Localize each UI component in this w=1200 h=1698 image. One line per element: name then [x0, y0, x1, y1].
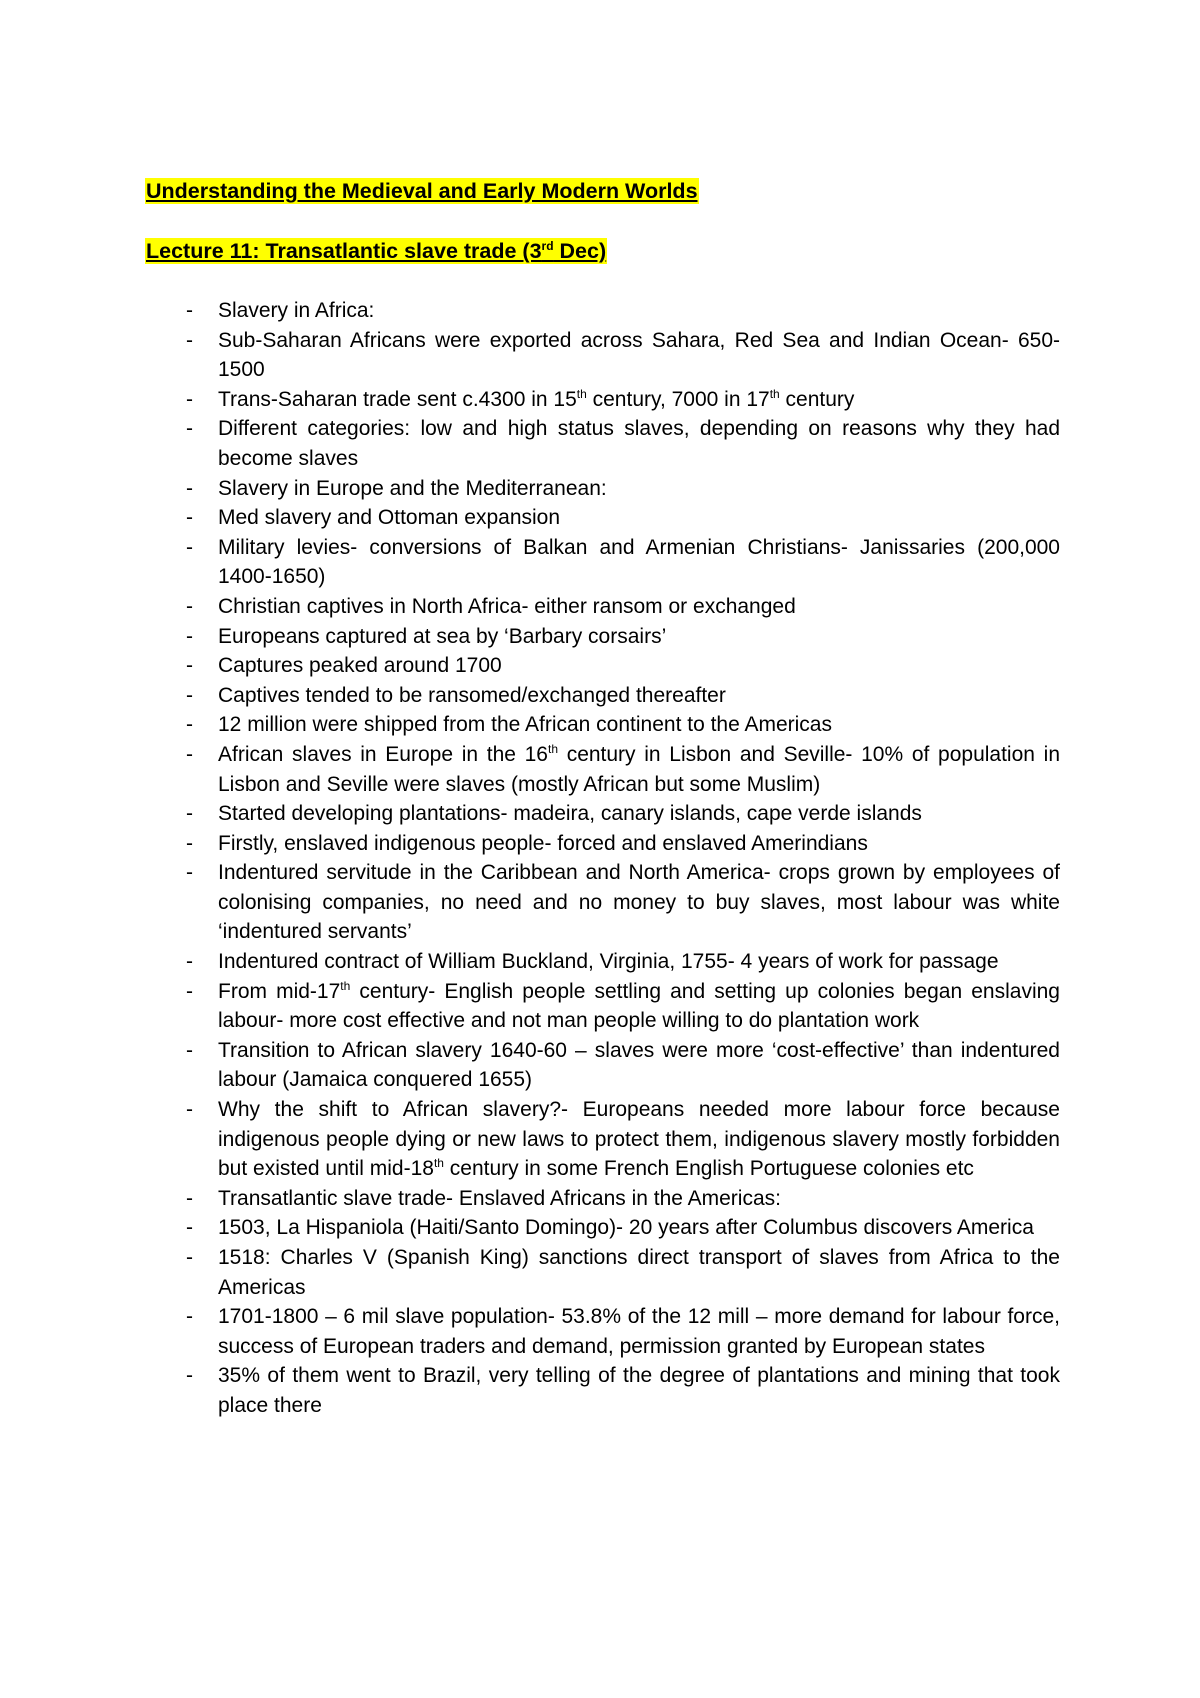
list-item — [145, 503, 1060, 533]
list-item-text: Military levies- conversions of Balkan and Armenian Christians- Janissaries (200,000 1400-1650) — [218, 535, 1060, 589]
list-item-text: Transatlantic slave trade- Enslaved Africans in the Americas: — [218, 1186, 781, 1210]
list-item — [145, 533, 1060, 592]
lecture-heading-text: Lecture 11: Transatlantic slave trade (3 — [146, 239, 542, 263]
bullet-dash: - — [186, 506, 193, 530]
list-item-text: Captives tended to be ransomed/exchanged thereafter — [218, 683, 726, 707]
list-item-text: Firstly, enslaved indigenous people- forced and enslaved Amerindians — [218, 831, 868, 855]
list-item-text: Transition to African slavery 1640-60 – slaves were more ‘cost-effective’ than indentured labour (Jamaica conquered 1655) — [218, 1038, 1060, 1092]
list-item-text: Slavery in Africa: — [218, 299, 375, 322]
list-item-text: Started developing plantations- madeira, canary islands, cape verde islands — [218, 802, 922, 826]
notes-list — [145, 296, 1060, 1421]
list-item-text: Different categories: low and high status slaves, depending on reasons why they had become slaves — [218, 417, 1060, 470]
bullet-dash: - — [186, 861, 193, 885]
bullet-dash: - — [186, 417, 193, 441]
list-item-text: 12 million were shipped from the African continent to the Americas — [218, 713, 832, 737]
bullet-dash: - — [186, 1246, 193, 1269]
list-item-text: century in Lisbon and Seville- 10% of population in Lisbon and Seville were slaves (mostly African but some Muslim) — [218, 742, 1060, 796]
list-item-text: century, 7000 in 17 — [586, 387, 770, 411]
list-item-text: 1503, La Hispaniola (Haiti/Santo Domingo)- 20 years after Columbus discovers America — [218, 1216, 1034, 1240]
list-item-text: From mid-17 — [218, 979, 341, 1003]
list-item-text: century in some French English Portuguese colonies etc — [443, 1157, 974, 1181]
bullet-dash: - — [186, 979, 193, 1003]
list-item — [145, 326, 1060, 385]
list-item — [145, 651, 1060, 681]
list-item — [145, 681, 1060, 711]
list-item — [145, 385, 1060, 415]
list-item — [145, 1095, 1060, 1184]
list-item — [145, 858, 1060, 947]
list-item — [145, 622, 1060, 652]
bullet-dash: - — [186, 1305, 193, 1329]
list-item-text: century- English people settling and setting up colonies began enslaving labour- more cost effective and not man people willing to do plantation work — [218, 979, 1060, 1033]
list-item — [145, 1302, 1060, 1361]
list-item-text: Indentured servitude in the Caribbean and North America- crops grown by employees of colonising companies, no need and no money to buy slaves, most labour was white ‘indentured servants’ — [218, 861, 1060, 944]
list-item-superscript: th — [547, 741, 558, 756]
bullet-dash: - — [186, 476, 193, 500]
bullet-dash: - — [186, 328, 193, 352]
list-item-superscript: th — [769, 386, 780, 401]
list-item-text: Sub-Saharan Africans were exported across Sahara, Red Sea and Indian Ocean- 650-1500 — [218, 328, 1060, 382]
list-item-superscript: th — [576, 386, 587, 401]
bullet-dash: - — [186, 1216, 193, 1240]
list-item-text: 35% of them went to Brazil, very telling of the degree of plantations and mining that took place there — [218, 1364, 1060, 1417]
bullet-dash: - — [186, 624, 193, 648]
bullet-dash: - — [186, 713, 193, 737]
list-item-text: African slaves in Europe in the 16 — [218, 742, 548, 766]
list-item-text: Europeans captured at sea by ‘Barbary corsairs’ — [218, 624, 667, 648]
list-item — [145, 829, 1060, 859]
list-item-text: Indentured contract of William Buckland, Virginia, 1755- 4 years of work for passage — [218, 950, 999, 974]
bullet-dash: - — [186, 1186, 193, 1210]
list-item-superscript: th — [340, 978, 351, 993]
document-title: Understanding the Medieval and Early Modern Worlds — [146, 179, 698, 203]
bullet-dash: - — [186, 950, 193, 974]
bullet-dash: - — [186, 683, 193, 707]
list-item — [145, 977, 1060, 1036]
bullet-dash: - — [186, 387, 193, 411]
list-item-superscript: th — [433, 1156, 444, 1171]
list-item-text: Why the shift to African slavery?- Europeans needed more labour force because indigenous people dying or new laws to protect them, indigenous slavery mostly forbidden but existed until mid-18 — [218, 1098, 1060, 1181]
list-item — [145, 1361, 1060, 1420]
list-item-text: Trans-Saharan trade sent c.4300 in 15 — [218, 387, 577, 411]
list-item — [145, 799, 1060, 829]
lecture-heading-suffix: Dec) — [553, 239, 607, 263]
bullet-dash: - — [186, 535, 193, 559]
bullet-dash: - — [186, 299, 193, 322]
list-item — [145, 592, 1060, 622]
list-item-text: Captures peaked around 1700 — [218, 654, 502, 678]
bullet-dash: - — [186, 742, 193, 766]
list-item — [145, 710, 1060, 740]
bullet-dash: - — [186, 1098, 193, 1122]
list-item — [145, 414, 1060, 473]
list-item — [145, 1243, 1060, 1302]
list-item-text: 1518: Charles V (Spanish King) sanctions direct transport of slaves from Africa to the Americas — [218, 1246, 1060, 1299]
list-item-text: 1701-1800 – 6 mil slave population- 53.8% of the 12 mill – more demand for labour force, success of European traders and demand, permission granted by European states — [218, 1305, 1060, 1358]
list-item — [145, 740, 1060, 799]
list-item-text: Slavery in Europe and the Mediterranean: — [218, 476, 607, 500]
bullet-dash: - — [186, 1038, 193, 1062]
list-item-text: century — [779, 387, 855, 411]
list-item — [145, 1036, 1060, 1095]
bullet-dash: - — [186, 654, 193, 678]
list-item — [145, 1213, 1060, 1243]
bullet-dash: - — [186, 1364, 193, 1388]
bullet-dash: - — [186, 594, 193, 618]
list-item-text: Christian captives in North Africa- either ransom or exchanged — [218, 594, 796, 618]
bullet-dash: - — [186, 831, 193, 855]
list-item — [145, 296, 1060, 326]
lecture-heading-superscript: rd — [541, 239, 554, 253]
list-item — [145, 1184, 1060, 1214]
list-item-text: Med slavery and Ottoman expansion — [218, 506, 561, 530]
list-item — [145, 474, 1060, 504]
bullet-dash: - — [186, 802, 193, 826]
lecture-heading — [145, 238, 607, 264]
list-item — [145, 947, 1060, 977]
